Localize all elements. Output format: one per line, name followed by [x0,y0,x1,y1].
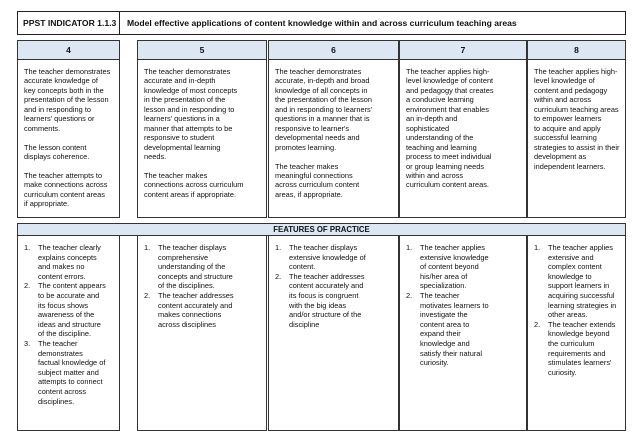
feature-line: of content beyond [420,262,479,272]
feature-line: The teacher [420,290,460,300]
description-line: meaningful connections [275,170,353,180]
feature-line: The teacher displays [289,243,358,252]
feature-line: The teacher applies [548,243,613,252]
feature-line: complex content [548,262,602,272]
description-line: learners' questions or [24,114,95,124]
feature-item [532,320,621,378]
description-line: developmental learning [144,142,221,152]
description-line: The teacher makes [144,170,208,180]
level-features-4 [17,236,120,431]
description-line: comments. [24,123,61,133]
feature-line: makes connections [158,310,222,320]
description-line: environment that enables [406,104,489,114]
description-line: the presentation of the lesson [275,95,372,105]
description-line: The teacher demonstrates [275,67,362,76]
feature-line: of the disciplines. [158,281,215,291]
feature-item [532,243,621,320]
description-line: a conducive learning [406,95,474,105]
feature-line: extensive knowledge of [289,252,366,262]
feature-line: motivates learners to [420,300,489,310]
feature-number: 1. [275,243,282,252]
feature-number: 2. [24,281,31,291]
feature-line: demonstrates [38,348,83,358]
description-line: curriculum content areas. [406,180,489,190]
level-header-row [17,40,626,60]
features-list [142,243,262,329]
description-paragraph [144,67,261,162]
level-features-5 [137,236,267,431]
description-line: The teacher attempts to [24,170,103,180]
feature-line: his/her area of [420,271,468,281]
description-line: to empower learners [534,114,602,124]
feature-number: 1. [406,243,413,252]
description-line: understanding of the [406,133,474,143]
indicator-code: PPST INDICATOR 1.1.3 [17,11,120,35]
feature-number: 2. [275,271,282,281]
feature-line: its focus is congruent [289,290,359,300]
feature-line: content. [289,262,316,272]
description-paragraph [24,171,114,209]
feature-item [273,243,394,272]
feature-line: and makes no [38,262,85,272]
description-line: The lesson content [24,142,87,152]
description-line: and pedagogy that creates [406,85,494,95]
feature-line: The teacher addresses [289,271,365,281]
level-description-4 [17,60,120,218]
description-line: teaching and learning [406,142,477,152]
description-line: lesson and in responding to [144,104,235,114]
feature-line: content errors. [38,271,86,281]
feature-line: ideas and structure [38,319,101,329]
feature-line: comprehensive [158,252,209,262]
feature-line: acquiring successful [548,290,615,300]
level-header-7: 7 [399,40,527,60]
feature-line: extensive knowledge [420,252,489,262]
feature-line: and/or structure of the [289,310,362,320]
feature-line: concepts and structure [158,271,233,281]
description-line: content areas if appropriate. [144,189,237,199]
feature-line: satisfy their natural [420,348,483,358]
description-line: content and pedagogy [534,85,608,95]
feature-line: disciplines. [38,396,75,406]
feature-line: knowledge beyond [548,329,610,339]
description-line: an in-depth and [406,114,458,124]
description-line: or group learning needs [406,161,485,171]
feature-line: content accurately and [289,281,364,291]
feature-item [404,291,522,368]
feature-item [142,243,262,291]
feature-line: the curriculum [548,338,595,348]
feature-line: The content appears [38,281,106,291]
description-line: The teacher demonstrates [144,67,231,76]
feature-line: content across [38,386,87,396]
description-paragraph [406,67,521,190]
feature-item [22,243,115,281]
feature-number: 1. [24,243,31,252]
feature-line: its focus shows [38,300,89,310]
description-line: manner that attempts to be [144,123,233,133]
feature-item [273,272,394,330]
description-line: learners' questions in a [144,114,220,124]
features-list [22,243,115,406]
level-features-7 [399,236,527,431]
description-line: across curriculum content [275,180,360,190]
feature-line: subject matter and [38,367,99,377]
feature-line: extensive and [548,252,594,262]
description-line: key concepts both in the [24,85,104,95]
description-line: presentation of the lesson [24,95,109,105]
feature-line: content accurately and [158,300,233,310]
feature-line: The teacher [38,338,78,348]
feature-number: 1. [144,243,151,252]
description-line: accurate, in-depth and broad [275,76,370,86]
description-line: developmental needs and [275,133,360,143]
feature-item [22,281,115,339]
feature-line: knowledge and [420,338,470,348]
description-line: and in responding to [24,104,91,114]
feature-number: 3. [24,338,31,348]
level-features-8 [527,236,626,431]
feature-item [22,339,115,406]
feature-number: 1. [534,243,541,252]
feature-line: stimulates learners' [548,358,612,368]
description-line: to acquire and apply [534,123,601,133]
level-description-6 [268,60,399,218]
feature-line: The teacher addresses [158,290,234,300]
level-description-8 [527,60,626,218]
description-paragraph [24,67,114,133]
feature-line: content area to [420,319,470,329]
feature-line: factual knowledge of [38,358,106,368]
level-description-5 [137,60,267,218]
description-line: knowledge of all concepts in [275,85,368,95]
description-paragraph [275,67,393,152]
feature-line: explains concepts [38,252,97,262]
feature-line: specialization. [420,281,467,291]
feature-number: 2. [406,290,413,300]
feature-line: of the discipline. [38,329,91,339]
description-line: level knowledge of content [406,76,494,86]
description-line: connections across curriculum [144,180,244,190]
description-line: in the presentation of the [144,95,226,105]
description-line: level knowledge of [534,76,595,86]
feature-line: expand their [420,329,461,339]
description-line: development as [534,152,587,162]
description-paragraph [534,67,620,171]
features-header: FEATURES OF PRACTICE [17,223,626,236]
description-line: promotes learning. [275,142,337,152]
feature-line: knowledge to [548,271,592,281]
feature-line: to be accurate and [38,290,100,300]
level-header-8: 8 [527,40,626,60]
level-header-6: 6 [268,40,399,60]
feature-line: with the big ideas [289,300,347,310]
feature-item [142,291,262,329]
description-line: and in responding to learners' [275,104,373,114]
feature-line: curiosity. [420,358,449,368]
description-line: curriculum teaching areas [534,104,619,114]
feature-line: attempts to connect [38,377,103,387]
feature-number: 2. [534,319,541,329]
level-header-5: 5 [137,40,267,60]
description-paragraph [24,143,114,162]
features-row [17,236,626,431]
feature-line: The teacher applies [420,243,485,252]
description-line: sophisticated [406,123,450,133]
feature-line: learning strategies in [548,300,617,310]
feature-number: 2. [144,290,151,300]
feature-line: across disciplines [158,319,216,329]
description-line: knowledge of most concepts [144,85,238,95]
description-line: if appropriate. [24,199,70,209]
features-list [532,243,621,377]
description-line: make connections across [24,180,108,190]
description-line: accurate and in-depth [144,76,216,86]
description-line: The teacher applies high- [534,67,618,76]
feature-line: The teacher extends [548,319,616,329]
description-line: needs. [144,152,167,162]
description-line: curriculum content areas [24,189,105,199]
description-line: within and across [406,170,464,180]
description-line: areas, if appropriate. [275,189,343,199]
description-line: The teacher demonstrates [24,67,111,76]
description-line: displays coherence. [24,152,90,162]
feature-line: The teacher displays [158,243,227,252]
level-features-6 [268,236,399,431]
feature-line: The teacher clearly [38,243,101,252]
description-line: responsive to learner's [275,123,350,133]
description-paragraph [144,171,261,199]
feature-line: support learners in [548,281,610,291]
feature-line: investigate the [420,310,468,320]
description-line: accurate knowledge of [24,76,98,86]
description-line: The teacher makes [275,161,339,171]
feature-line: understanding of the [158,262,226,272]
description-line: process to meet individual [406,152,492,162]
indicator-description: Model effective applications of content knowledge within and across curriculum teaching areas [120,11,626,35]
level-description-7 [399,60,527,218]
feature-line: discipline [289,319,320,329]
feature-item [404,243,522,291]
description-line: successful learning [534,133,597,143]
feature-line: requirements and [548,348,606,358]
feature-line: awareness of the [38,310,95,320]
description-paragraph [275,162,393,200]
feature-line: curiosity. [548,367,577,377]
feature-line: other areas. [548,310,588,320]
level-description-row [17,60,626,218]
description-line: questions in a manner that is [275,114,370,124]
description-line: independent learners. [534,161,606,171]
features-list [273,243,394,329]
description-line: strategies to assist in their [534,142,620,152]
description-line: within and across [534,95,592,105]
features-list [404,243,522,368]
description-line: responsive to student [144,133,215,143]
level-header-4: 4 [17,40,120,60]
description-line: The teacher applies high- [406,67,490,76]
